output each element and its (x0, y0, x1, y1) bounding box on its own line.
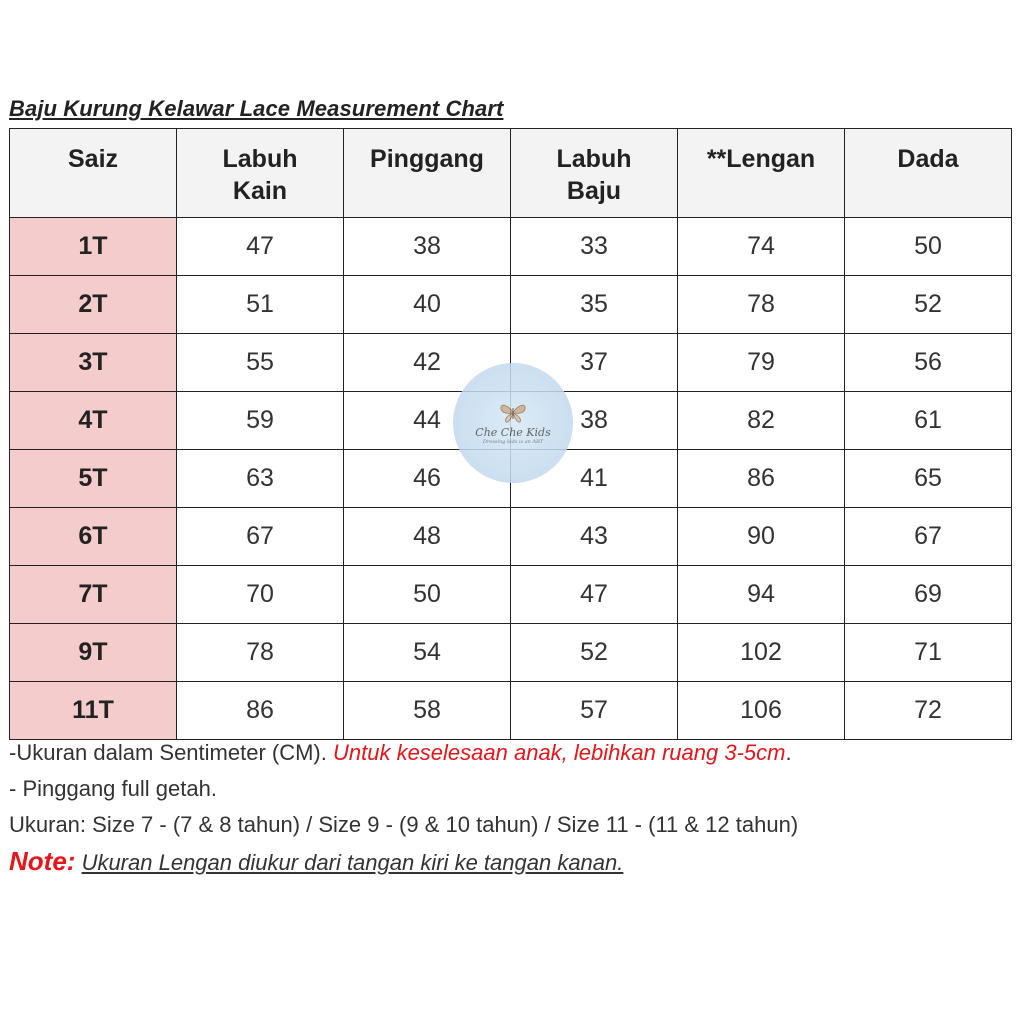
measurement-cell: 59 (177, 392, 344, 450)
units-text-end: . (785, 740, 792, 765)
column-header (511, 129, 678, 218)
comfort-advice-text: Untuk keselesaan anak, lebihkan ruang 3-5cm (332, 740, 786, 765)
measurement-cell: 69 (845, 566, 1012, 624)
measurement-cell: 71 (845, 624, 1012, 682)
measurement-cell: 86 (678, 450, 845, 508)
size-cell: 7T (10, 566, 177, 624)
size-cell: 6T (10, 508, 177, 566)
units-text: -Ukuran dalam Sentimeter (CM). (9, 740, 333, 765)
measurement-cell: 94 (678, 566, 845, 624)
header-row (10, 129, 1012, 218)
measurement-cell: 38 (511, 392, 678, 450)
chart-title: Baju Kurung Kelawar Lace Measurement Chart (9, 96, 504, 121)
table-row (10, 624, 1012, 682)
measurement-cell: 74 (678, 218, 845, 276)
column-header-line: **Lengan (706, 145, 816, 173)
column-header-line: Saiz (67, 145, 119, 173)
measurement-cell: 82 (678, 392, 845, 450)
column-header-line: Labuh (556, 145, 632, 173)
column-header-line: Kain (232, 177, 288, 205)
measurement-cell: 52 (511, 624, 678, 682)
measurement-cell: 54 (344, 624, 511, 682)
measurement-cell: 40 (344, 276, 511, 334)
measurement-cell: 43 (511, 508, 678, 566)
logo-tagline: Dressing kids is an ART (482, 438, 544, 445)
measurement-cell: 78 (177, 624, 344, 682)
measurement-cell: 57 (511, 682, 678, 740)
measurement-cell: 79 (678, 334, 845, 392)
measurement-cell: 90 (678, 508, 845, 566)
measurement-cell: 46 (344, 450, 511, 508)
measurement-cell: 41 (511, 450, 678, 508)
column-header (344, 129, 511, 218)
measurement-cell: 33 (511, 218, 678, 276)
size-cell: 11T (10, 682, 177, 740)
size-cell: 4T (10, 392, 177, 450)
column-header (10, 129, 177, 218)
table-row (10, 218, 1012, 276)
note-line-size-ages: Ukuran: Size 7 - (7 & 8 tahun) / Size 9 - (9 & 10 tahun) / Size 11 - (11 & 12 tahun) (9, 812, 799, 837)
measurement-cell: 67 (177, 508, 344, 566)
measurement-cell: 48 (344, 508, 511, 566)
note-line-waist: - Pinggang full getah. (9, 776, 217, 801)
measurement-cell: 47 (511, 566, 678, 624)
measurement-cell: 52 (845, 276, 1012, 334)
measurement-cell: 35 (511, 276, 678, 334)
column-header-line: Baju (566, 177, 622, 205)
column-header (845, 129, 1012, 218)
measurement-cell: 102 (678, 624, 845, 682)
note-line-units (9, 736, 798, 772)
measurement-cell: 50 (845, 218, 1012, 276)
table-row (10, 276, 1012, 334)
measurement-cell: 47 (177, 218, 344, 276)
column-header-line: Pinggang (370, 145, 484, 173)
measurement-cell: 65 (845, 450, 1012, 508)
measurement-cell: 38 (344, 218, 511, 276)
size-cell: 9T (10, 624, 177, 682)
measurement-cell: 56 (845, 334, 1012, 392)
measurement-cell: 51 (177, 276, 344, 334)
column-header (177, 129, 344, 218)
column-header-line: Dada (897, 145, 959, 173)
note-line-sleeve (9, 844, 798, 880)
measurement-cell: 72 (845, 682, 1012, 740)
size-cell: 1T (10, 218, 177, 276)
measurement-cell: 78 (678, 276, 845, 334)
watermark-logo (453, 363, 573, 483)
measurement-cell: 37 (511, 334, 678, 392)
measurement-cell: 67 (845, 508, 1012, 566)
measurement-cell: 86 (177, 682, 344, 740)
measurement-cell: 55 (177, 334, 344, 392)
measurement-cell: 50 (344, 566, 511, 624)
sleeve-note-text: Ukuran Lengan diukur dari tangan kiri ke tangan kanan. (81, 850, 624, 875)
measurement-cell: 70 (177, 566, 344, 624)
measurement-cell: 106 (678, 682, 845, 740)
table-row (10, 508, 1012, 566)
table-row (10, 566, 1012, 624)
measurement-cell: 61 (845, 392, 1012, 450)
measurement-cell: 63 (177, 450, 344, 508)
size-cell: 3T (10, 334, 177, 392)
logo-name: Che Che Kids (475, 425, 551, 439)
size-cell: 2T (10, 276, 177, 334)
notes-section (9, 736, 798, 880)
measurement-cell: 42 (344, 334, 511, 392)
column-header-line: Labuh (222, 145, 298, 173)
size-cell: 5T (10, 450, 177, 508)
butterfly-icon (498, 402, 528, 424)
column-header (678, 129, 845, 218)
measurement-cell: 58 (344, 682, 511, 740)
measurement-cell: 44 (344, 392, 511, 450)
table-row (10, 682, 1012, 740)
note-label: Note: (9, 846, 76, 876)
